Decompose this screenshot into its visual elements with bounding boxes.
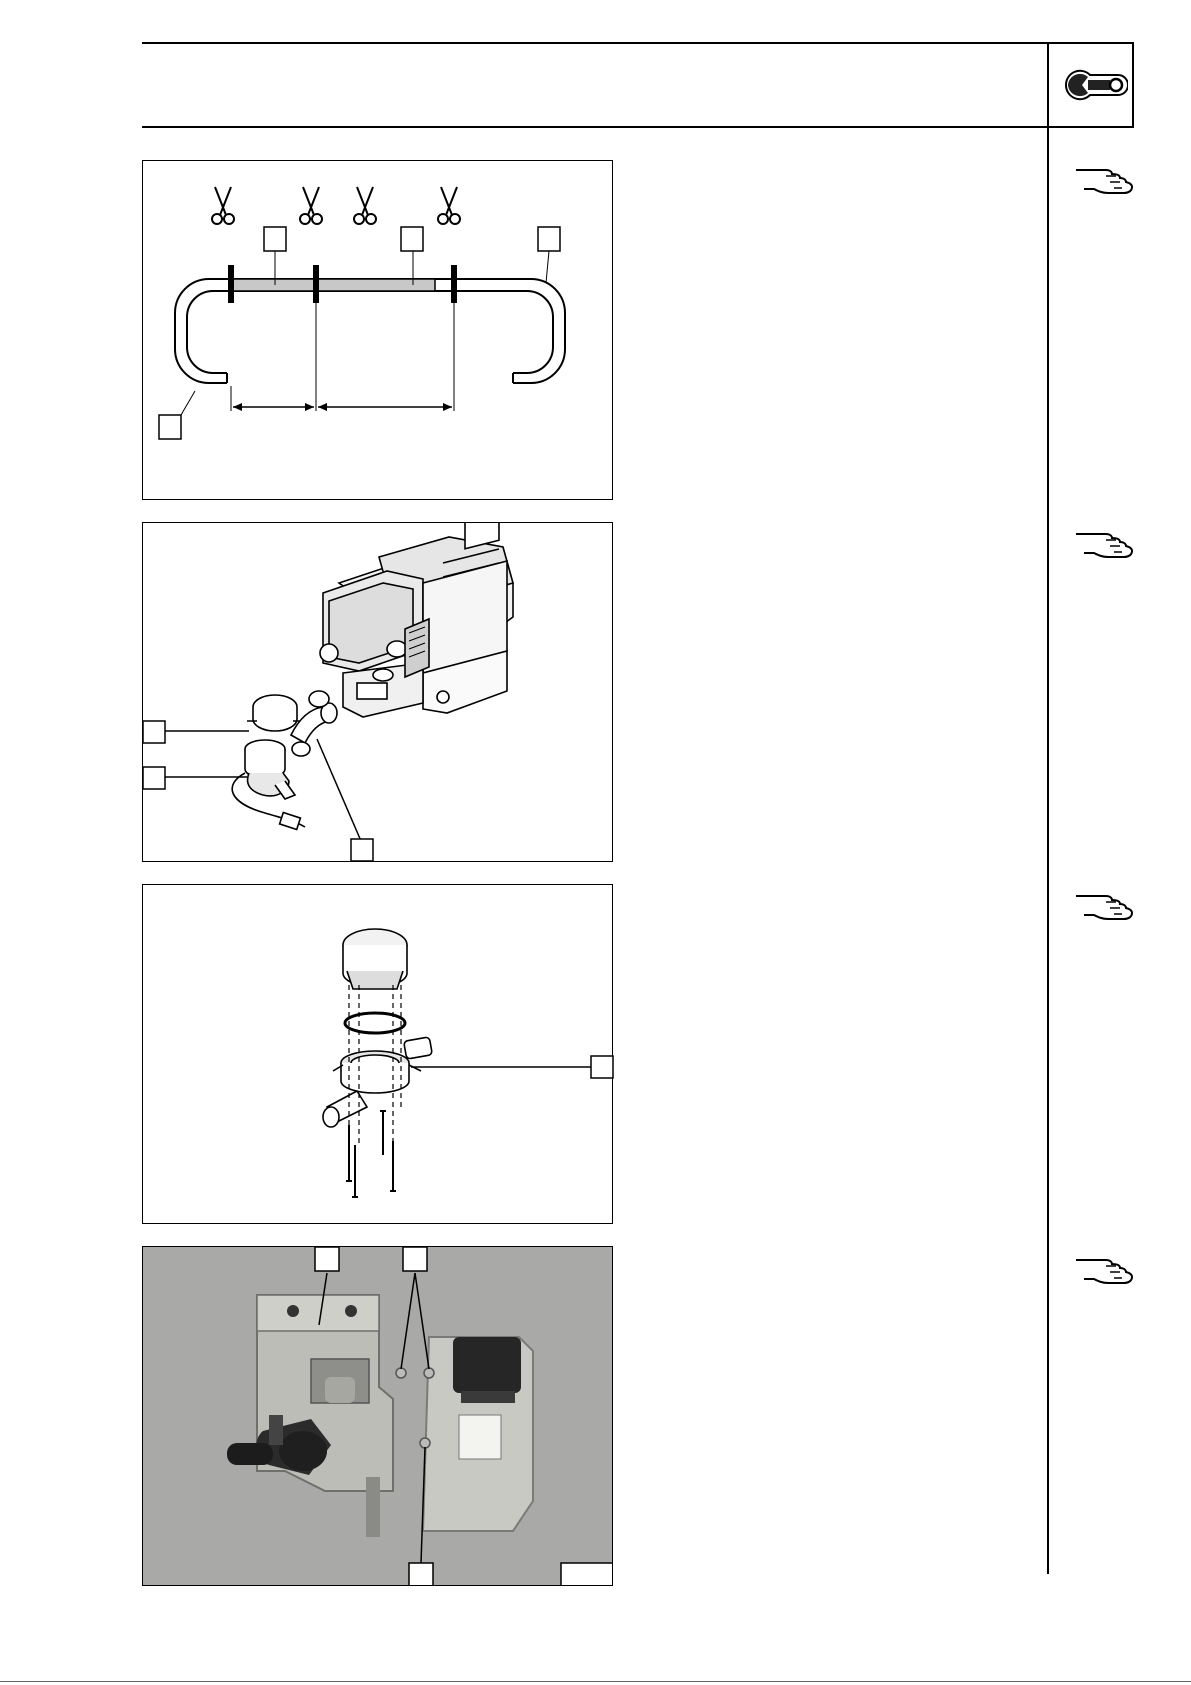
callout-box <box>591 1056 613 1078</box>
callout-box <box>538 227 560 251</box>
figure-pump-exploded <box>142 884 613 1224</box>
scissors-icon <box>212 187 234 224</box>
right-column-rule <box>1047 42 1049 1574</box>
page-bottom-edge <box>0 1681 1191 1682</box>
pointing-hand-icon <box>1074 886 1136 922</box>
scissors-icon <box>354 187 376 224</box>
callout-box <box>403 1247 427 1271</box>
callout-box <box>143 767 165 789</box>
pump-exploded-drawing <box>143 885 614 1225</box>
callout-box <box>409 1563 433 1586</box>
wrench-icon <box>1058 62 1128 108</box>
callout-box <box>159 415 181 439</box>
figure-hose-cutting <box>142 160 613 500</box>
pointing-hand-icon <box>1074 1250 1136 1286</box>
header-right-edge <box>1132 42 1134 128</box>
hose-diagram-drawing <box>143 161 614 501</box>
header-bottom-rule <box>142 126 1134 128</box>
callout-box <box>401 227 423 251</box>
callout-box <box>264 227 286 251</box>
heater-pump-drawing <box>143 523 614 863</box>
callout-box <box>351 839 373 861</box>
callout-box <box>143 721 165 743</box>
pointing-hand-icon <box>1074 160 1136 196</box>
header-top-rule <box>142 42 1134 44</box>
scissors-icon <box>438 187 460 224</box>
figure-heater-bracket-photo <box>142 1246 613 1586</box>
callout-box <box>315 1247 339 1271</box>
heater-bracket-photo <box>143 1247 613 1586</box>
figure-heater-pump <box>142 522 613 862</box>
scissors-icon <box>300 187 322 224</box>
figure-number-box <box>561 1563 613 1586</box>
pointing-hand-icon <box>1074 524 1136 560</box>
